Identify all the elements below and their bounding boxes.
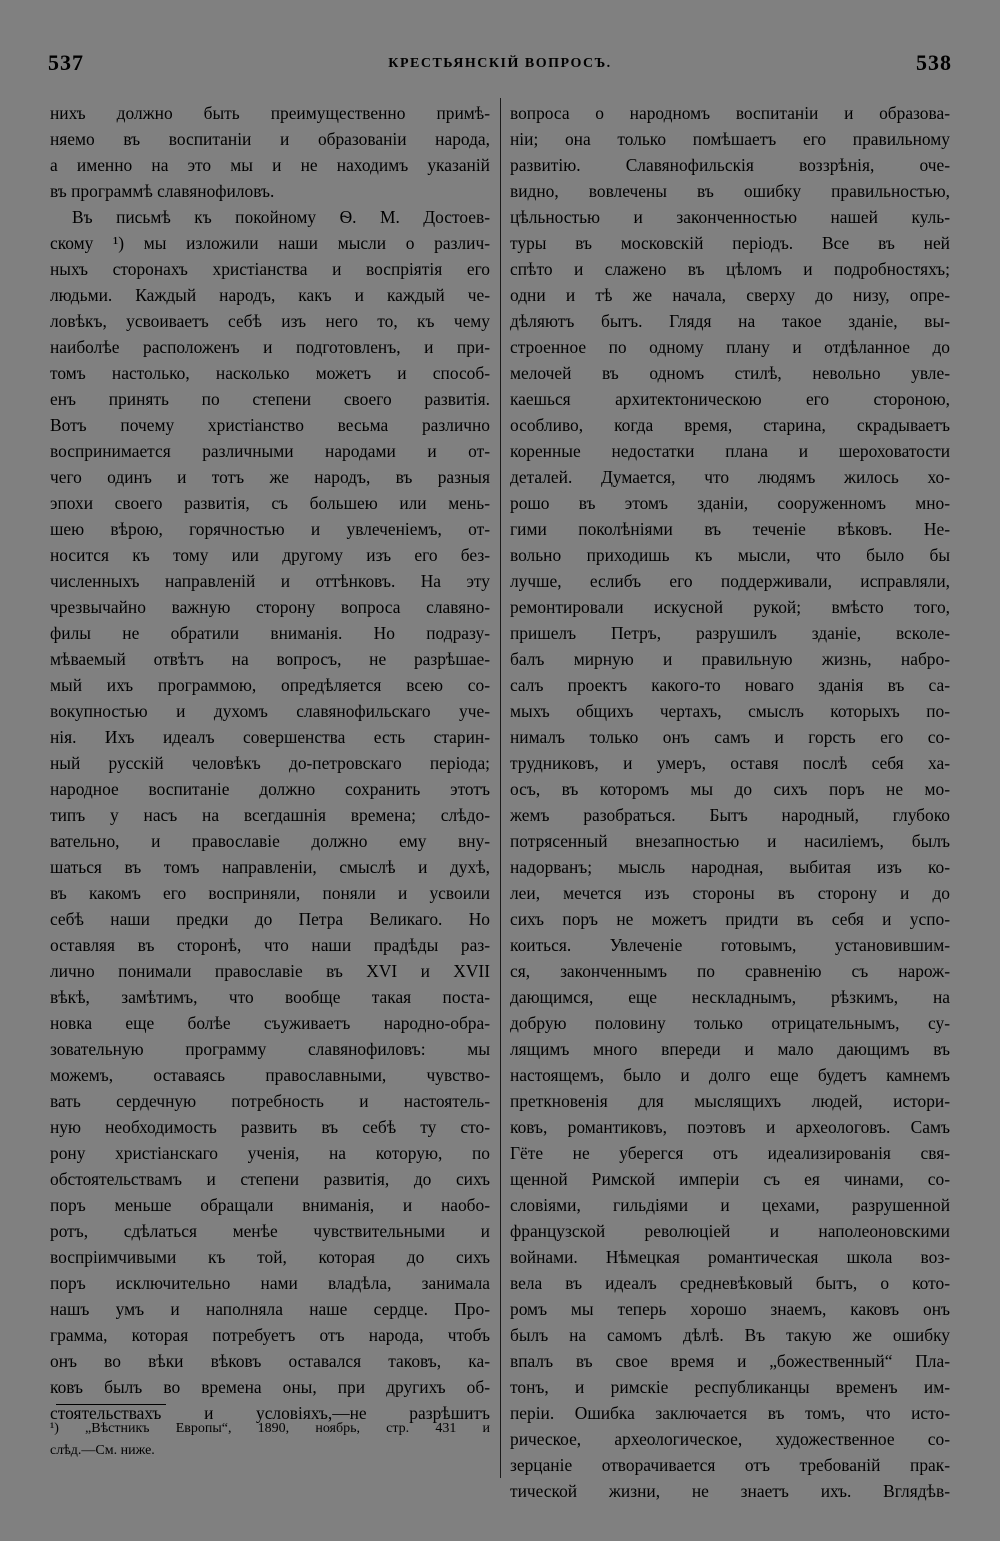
text-line: шаться въ томъ направленіи, смыслѣ и духѣ, [50, 857, 490, 877]
text-line: періи. Ошибка заключается въ томъ, что исто- [510, 1403, 950, 1423]
text-line: коиться. Увлеченіе готовымъ, установившим- [510, 935, 950, 955]
text-line: деталей. Думается, что людямъ жилось хо- [510, 467, 950, 487]
text-line: салъ проектъ какого-то новаго зданія въ са- [510, 675, 950, 695]
text-line: эпохи своего развитія, съ большею или мень- [50, 493, 490, 513]
text-line: онъ во вѣки вѣковъ оставался таковъ, ка- [50, 1351, 490, 1371]
text-line: типъ у насъ на всегдашнія времена; слѣдо- [50, 805, 490, 825]
text-line: поръ меньше обращали вниманія, и наобо- [50, 1195, 490, 1215]
text-line: поръ исключительно нами владѣла, занимала [50, 1273, 490, 1293]
text-line: обстоятельствамъ и степени развитія, до сихъ [50, 1169, 490, 1189]
text-line: пришелъ Петръ, разрушилъ зданіе, всколе- [510, 623, 950, 643]
text-line: Въ письмѣ къ покойному Ѳ. М. Достоев- [72, 207, 490, 227]
text-line: балъ мирную и правильную жизнь, набро- [510, 649, 950, 669]
text-line: французской революціей и наполеоновскими [510, 1221, 950, 1241]
text-line: трудниковъ, и умеръ, оставя послѣ себя ха- [510, 753, 950, 773]
text-line: вѣкѣ, замѣтимъ, что вообще такая поста- [50, 987, 490, 1007]
text-line: рическое, археологическое, художественное со- [510, 1429, 950, 1449]
text-line: ся, законченнымъ по сравненію съ нарож- [510, 961, 950, 981]
footnote [50, 1418, 490, 1462]
text-line: вольно приходишь къ мысли, что было бы [510, 545, 950, 565]
text-line: стоятельствахъ и условіяхъ,—не разрѣшитъ [50, 1403, 490, 1423]
left-column [50, 100, 490, 1426]
text-line: ныхъ сторонахъ христіанства и воспріятія его [50, 259, 490, 279]
page-number-left: 537 [48, 50, 84, 75]
text-line: гими поколѣніями въ теченіе вѣковъ. Не- [510, 519, 950, 539]
text-line: а именно на это мы и не находимъ указаній [50, 155, 490, 175]
text-line: ремонтировали искусной рукой; вмѣсто того, [510, 597, 950, 617]
text-line: мый ихъ программою, опредѣляется всею со- [50, 675, 490, 695]
text-line: войнами. Нѣмецкая романтическая школа воз- [510, 1247, 950, 1267]
text-line: былъ на самомъ дѣлѣ. Въ такую же ошибку [510, 1325, 950, 1345]
text-line: щенной Римской имперіи съ ея чинами, со- [510, 1169, 950, 1189]
text-line: зовательную программу славянофиловъ: мы [50, 1039, 490, 1059]
text-line: Гёте не уберегся отъ идеализированія свя- [510, 1143, 950, 1163]
text-line: строенное по одному плану и отдѣланное до [510, 337, 950, 357]
text-line: дѣляютъ бытъ. Глядя на такое зданіе, вы- [510, 311, 950, 331]
text-line: вокупностью и духомъ славянофильскаго уче- [50, 701, 490, 721]
text-line: въ программѣ славянофиловъ. [50, 181, 275, 201]
text-line: людьми. Каждый народъ, какъ и каждый че- [50, 285, 490, 305]
text-line: вопроса о народномъ воспитаніи и образова- [510, 103, 950, 123]
text-line: воспріимчивыми къ той, которая до сихъ [50, 1247, 490, 1267]
text-line: преткновенія для мыслящихъ людей, истори- [510, 1091, 950, 1111]
right-column [510, 100, 950, 1504]
text-line: нималъ только онъ самъ и горсть его со- [510, 727, 950, 747]
text-line: мыхъ общихъ чертахъ, смыслъ которыхъ по- [510, 701, 950, 721]
text-line: сихъ поръ не можетъ придти въ себя и успо- [510, 909, 950, 929]
text-line: рону христіанскаго ученія, на которую, по [50, 1143, 490, 1163]
text-line: спѣто и слажено въ цѣломъ и подробностяхъ; [510, 259, 950, 279]
text-line: туры въ московскій періодъ. Все въ ней [510, 233, 950, 253]
text-line: тонъ, и римскіе республиканцы временъ им- [510, 1377, 950, 1397]
text-line: развитію. Славянофильскія воззрѣнія, оче- [510, 155, 950, 175]
text-line: нашъ умъ и наполняла наше сердце. Про- [50, 1299, 490, 1319]
text-line: филы не обратили вниманія. Но подразу- [50, 623, 490, 643]
text-line: каешься архитектоническою его стороною, [510, 389, 950, 409]
text-line: шею вѣрою, горячностью и увлеченіемъ, от- [50, 519, 490, 539]
text-line: оставляя въ сторонѣ, что наши прадѣды раз- [50, 935, 490, 955]
text-line: тической жизни, не знаетъ ихъ. Вглядѣв- [510, 1481, 950, 1501]
text-line: чего одинъ и тотъ же народъ, въ разныя [50, 467, 490, 487]
text-line: ный русскій человѣкъ до-петровскаго періода; [50, 753, 490, 773]
text-line: лично понимали православіе въ XVI и XVII [50, 961, 490, 981]
text-line: енъ принять по степени своего развитія. [50, 389, 490, 409]
text-line: Вотъ почему христіанство весьма различно [50, 415, 490, 435]
text-line: народное воспитаніе должно сохранить этотъ [50, 779, 490, 799]
text-line: можемъ, оставаясь православными, чувство- [50, 1065, 490, 1085]
text-line: вательно, и православіе должно ему вну- [50, 831, 490, 851]
text-line: численныхъ направленій и оттѣнковъ. На эту [50, 571, 490, 591]
text-line: нихъ должно быть преимущественно примѣ- [50, 103, 490, 123]
running-head [48, 50, 952, 80]
text-line: носится къ тому или другому изъ его без- [50, 545, 490, 565]
text-line: настоящемъ, было и долго еще будетъ камнемъ [510, 1065, 950, 1085]
text-line: словіями, гильдіями и цехами, разрушенной [510, 1195, 950, 1215]
footnote-line: ¹) „Вѣстникъ Европы“, 1890, ноябрь, стр. 431 и [50, 1421, 490, 1436]
text-line: мелочей въ одномъ стилѣ, невольно увле- [510, 363, 950, 383]
text-line: коренные недостатки плана и шероховатости [510, 441, 950, 461]
text-line: особливо, когда время, старина, скрадываетъ [510, 415, 950, 435]
text-line: томъ настолько, насколько можетъ и способ- [50, 363, 490, 383]
running-title: КРЕСТЬЯНСКІЙ ВОПРОСЪ. [388, 56, 612, 71]
text-line: надорванъ; мысль народная, выбитая изъ ко- [510, 857, 950, 877]
text-line: въ какомъ его восприняли, поняли и усвоили [50, 883, 490, 903]
footnote-line: слѣд.—См. ниже. [50, 1443, 155, 1458]
text-line: мѣваемый отвѣтъ на вопросъ, не разрѣшае- [50, 649, 490, 669]
text-line: цѣльностью и законченностью нашей куль- [510, 207, 950, 227]
text-line: новка еще болѣе съуживаетъ народно-обра- [50, 1013, 490, 1033]
text-line: рошо въ этомъ зданіи, сооруженномъ мно- [510, 493, 950, 513]
text-line: вать сердечную потребность и настоятель- [50, 1091, 490, 1111]
text-line: жемъ разобраться. Бытъ народный, глубоко [510, 805, 950, 825]
column-divider [500, 98, 501, 1478]
text-line: впалъ въ свое время и „божественный“ Пла- [510, 1351, 950, 1371]
text-line: ковъ былъ во времена оны, при другихъ об- [50, 1377, 490, 1397]
text-line: ловѣкъ, усвоиваетъ себѣ изъ него то, къ чему [50, 311, 490, 331]
text-line: наиболѣе расположенъ и подготовленъ, и при- [50, 337, 490, 357]
text-line: добрую половину только отрицательнымъ, су- [510, 1013, 950, 1033]
text-line: ротъ, сдѣлаться менѣе чувствительными и [50, 1221, 490, 1241]
text-line: потрясенный внезапностью и насиліемъ, былъ [510, 831, 950, 851]
footnote-rule [56, 1404, 166, 1405]
text-line: видно, вовлечены въ ошибку правильностью, [510, 181, 950, 201]
text-line: зерцаніе отворачивается отъ требованій прак- [510, 1455, 950, 1475]
text-line: ковъ, романтиковъ, поэтовъ и археологовъ. Самъ [510, 1117, 950, 1137]
text-line: чрезвычайно важную сторону вопроса славяно- [50, 597, 490, 617]
text-line: грамма, которая потребуетъ отъ народа, чтобъ [50, 1325, 490, 1345]
text-line: себѣ наши предки до Петра Великаго. Но [50, 909, 490, 929]
text-line: одни и тѣ же начала, сверху до низу, опре- [510, 285, 950, 305]
text-line: лящимъ много впереди и мало дающимъ въ [510, 1039, 950, 1059]
text-line: лучше, еслибъ его поддерживали, исправляли, [510, 571, 950, 591]
text-line: ромъ мы теперь хорошо знаемъ, каковъ онъ [510, 1299, 950, 1319]
text-line: леи, мечется изъ стороны въ сторону и до [510, 883, 950, 903]
text-line: ніи; она только помѣшаетъ его правильному [510, 129, 950, 149]
text-line: дающимся, еще нескладнымъ, рѣзкимъ, на [510, 987, 950, 1007]
page-number-right: 538 [916, 50, 952, 75]
text-line: ную необходимость развить въ себѣ ту сто- [50, 1117, 490, 1137]
text-line: скому ¹) мы изложили наши мысли о различ- [50, 233, 490, 253]
text-line: осъ, въ которомъ мы до сихъ поръ не мо- [510, 779, 950, 799]
text-line: вела въ идеалъ средневѣковый бытъ, о кото- [510, 1273, 950, 1293]
text-line: няемо въ воспитаніи и образованіи народа, [50, 129, 490, 149]
text-line: нія. Ихъ идеалъ совершенства есть старин- [50, 727, 490, 747]
text-line: воспринимается различными народами и от- [50, 441, 490, 461]
